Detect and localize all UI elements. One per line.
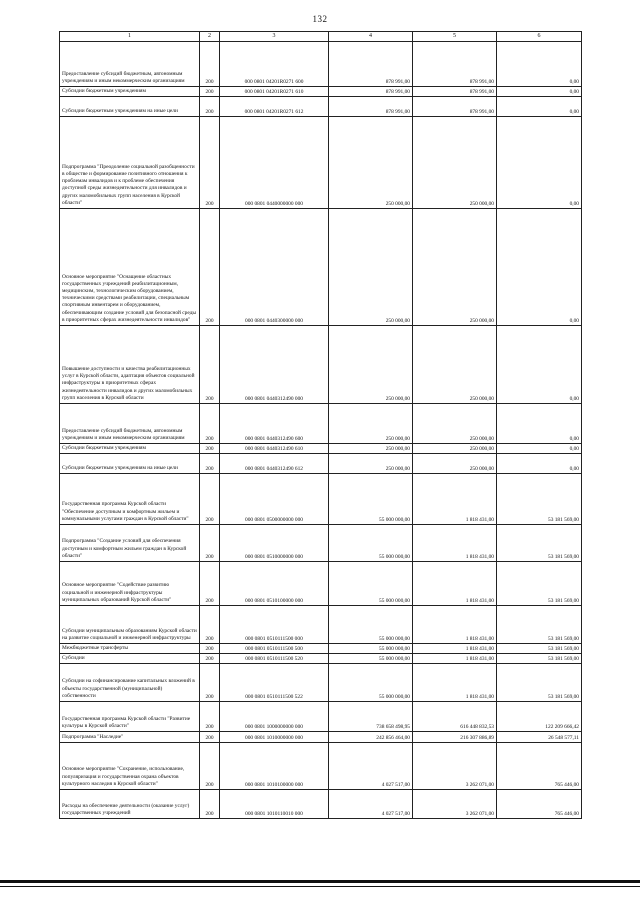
row-name: Основное мероприятие "Содействие развитию социальной и инженерной инфраструктуры муниципальных образований Курской области": [60, 562, 200, 606]
row-value-5: 250 000,00: [413, 444, 497, 454]
row-value-6: 0,00: [497, 326, 582, 404]
row-budget-code: 000 0801 04201R0271 612: [220, 97, 329, 117]
table-row: [60, 790, 582, 819]
row-value-5: 1 818 431,00: [413, 644, 497, 654]
row-value-4: 242 856 464,00: [329, 732, 413, 743]
row-admin-code: 200: [200, 654, 220, 664]
column-header: 5: [413, 32, 497, 42]
row-name: Субсидии муниципальным образованиям Курской области на развитие социальной и инженерной инфраструктуры: [60, 606, 200, 644]
row-value-5: 250 000,00: [413, 209, 497, 326]
table-row: [60, 404, 582, 444]
row-admin-code: 200: [200, 97, 220, 117]
table-row: [60, 562, 582, 606]
row-value-5: 1 818 431,00: [413, 664, 497, 702]
row-budget-code: 000 0801 0440300000 000: [220, 209, 329, 326]
budget-table: [59, 31, 582, 819]
row-value-5: 216 307 886,89: [413, 732, 497, 743]
row-value-4: 55 000 000,00: [329, 664, 413, 702]
row-value-6: 53 181 569,00: [497, 606, 582, 644]
row-budget-code: 000 0801 0440312490 600: [220, 404, 329, 444]
row-admin-code: 200: [200, 606, 220, 644]
row-name: Государственная программа Курской области "Обеспечение доступным и комфортным жильем и коммунальными услугами граждан в Курской области": [60, 474, 200, 525]
row-value-6: 765 446,00: [497, 790, 582, 819]
row-admin-code: 200: [200, 644, 220, 654]
row-value-5: 1 818 431,00: [413, 606, 497, 644]
row-name: Субсидии бюджетным учреждениям: [60, 87, 200, 97]
row-admin-code: 200: [200, 732, 220, 743]
row-name: Субсидии бюджетным учреждениям на иные цели: [60, 454, 200, 474]
row-value-5: 1 818 431,00: [413, 562, 497, 606]
row-value-6: 0,00: [497, 444, 582, 454]
row-budget-code: 000 0801 0500000000 000: [220, 474, 329, 525]
row-name: Расходы на обеспечение деятельности (оказание услуг) государственных учреждений: [60, 790, 200, 819]
row-budget-code: 000 0801 0510111500 000: [220, 606, 329, 644]
row-budget-code: 000 0801 0510000000 000: [220, 525, 329, 562]
table-row: [60, 732, 582, 743]
row-value-5: 1 818 431,00: [413, 654, 497, 664]
row-value-6: 0,00: [497, 97, 582, 117]
row-budget-code: 000 0801 1000000000 000: [220, 702, 329, 732]
row-budget-code: 000 0801 0510111500 500: [220, 644, 329, 654]
row-budget-code: 000 0801 0510111500 522: [220, 664, 329, 702]
row-value-6: 0,00: [497, 454, 582, 474]
row-name: Субсидии бюджетным учреждениям: [60, 444, 200, 454]
row-name: Субсидии на софинансирование капитальных вложений в объекты государственной (муниципальной) собственности: [60, 664, 200, 702]
row-admin-code: 200: [200, 87, 220, 97]
row-value-4: 55 000 000,00: [329, 474, 413, 525]
row-value-5: 878 991,00: [413, 87, 497, 97]
row-admin-code: 200: [200, 454, 220, 474]
row-value-5: 878 991,00: [413, 42, 497, 87]
row-name: Субсидии бюджетным учреждениям на иные цели: [60, 97, 200, 117]
row-value-5: 250 000,00: [413, 404, 497, 444]
row-name: Предоставление субсидий бюджетным, автономным учреждениям и иным некоммерческим организациям: [60, 404, 200, 444]
row-value-4: 250 000,00: [329, 326, 413, 404]
row-value-5: 1 818 431,00: [413, 474, 497, 525]
row-admin-code: 200: [200, 42, 220, 87]
row-value-4: 250 000,00: [329, 117, 413, 209]
row-value-4: 250 000,00: [329, 444, 413, 454]
row-budget-code: 000 0801 0440312490 612: [220, 454, 329, 474]
row-value-6: 53 181 569,00: [497, 664, 582, 702]
row-value-4: 4 027 517,00: [329, 790, 413, 819]
table-row: [60, 654, 582, 664]
row-value-4: 55 000 000,00: [329, 644, 413, 654]
row-value-5: 250 000,00: [413, 326, 497, 404]
table-row: [60, 326, 582, 404]
row-admin-code: 200: [200, 209, 220, 326]
row-admin-code: 200: [200, 562, 220, 606]
row-admin-code: 200: [200, 326, 220, 404]
row-name: Повышение доступности и качества реабилитационных услуг в Курской области, адаптация объектов социальной инфраструктуры в приоритетных сферах жизнедеятельности инвалидов и других маломобильных групп населения в Курской области: [60, 326, 200, 404]
table-row: [60, 209, 582, 326]
row-name: Предоставление субсидий бюджетным, автономным учреждениям и иным некоммерческим организациям: [60, 42, 200, 87]
row-name: Основное мероприятие "Сохранение, использование, популяризация и государственная охрана объектов культурного наследия в Курской области": [60, 743, 200, 790]
table-row: [60, 87, 582, 97]
table-row: [60, 743, 582, 790]
column-header: 2: [200, 32, 220, 42]
table-row: [60, 454, 582, 474]
row-value-6: 53 181 569,00: [497, 562, 582, 606]
row-value-4: 250 000,00: [329, 209, 413, 326]
page-number: 132: [312, 14, 328, 24]
row-budget-code: 000 0801 0440000000 000: [220, 117, 329, 209]
table-row: [60, 42, 582, 87]
row-value-4: 250 000,00: [329, 454, 413, 474]
row-value-6: 0,00: [497, 209, 582, 326]
table-row: [60, 664, 582, 702]
row-budget-code: 000 0801 04201R0271 600: [220, 42, 329, 87]
row-name: Подпрограмма "Наследие": [60, 732, 200, 743]
table-row: [60, 525, 582, 562]
row-value-6: 0,00: [497, 87, 582, 97]
table-row: [60, 97, 582, 117]
row-admin-code: 200: [200, 664, 220, 702]
column-header: 6: [497, 32, 582, 42]
row-value-6: 765 446,00: [497, 743, 582, 790]
row-admin-code: 200: [200, 117, 220, 209]
row-name: Государственная программа Курской области "Развитие культуры в Курской области": [60, 702, 200, 732]
row-budget-code: 000 0801 04201R0271 610: [220, 87, 329, 97]
row-value-6: 0,00: [497, 117, 582, 209]
row-value-4: 878 991,00: [329, 87, 413, 97]
row-value-5: 3 262 071,00: [413, 743, 497, 790]
row-name: Подпрограмма "Преодоление социальной разобщенности в обществе и формирование позитивного отношения к проблемам инвалидов и к проблеме обеспечения доступной среды жизнедеятельности для инвалидов и других маломобильных групп населения в Курской области": [60, 117, 200, 209]
row-budget-code: 000 0801 0440312490 000: [220, 326, 329, 404]
row-value-5: 3 262 071,00: [413, 790, 497, 819]
row-admin-code: 200: [200, 404, 220, 444]
row-admin-code: 200: [200, 743, 220, 790]
row-budget-code: 000 0801 1010000000 000: [220, 732, 329, 743]
row-value-4: 4 027 517,00: [329, 743, 413, 790]
row-value-6: 122 209 666,42: [497, 702, 582, 732]
table-header-row: [60, 32, 582, 42]
table-row: [60, 606, 582, 644]
row-admin-code: 200: [200, 444, 220, 454]
column-header: 3: [220, 32, 329, 42]
row-value-5: 250 000,00: [413, 117, 497, 209]
row-budget-code: 000 0801 0510111500 520: [220, 654, 329, 664]
row-value-6: 53 181 569,00: [497, 474, 582, 525]
row-value-4: 250 000,00: [329, 404, 413, 444]
footer-rule: [0, 886, 640, 887]
row-name: Основное мероприятие "Оснащение областных государственных учреждений реабилитационным, медицинским, технологическим оборудованием, техническими средствами реабилитации, специальным спортивным инвентарем и оборудованием, обеспечивающим создание условий для безопасной среды в приоритетных сферах жизнедеятельности инвалидов": [60, 209, 200, 326]
table-row: [60, 444, 582, 454]
column-header: 4: [329, 32, 413, 42]
row-value-6: 53 181 569,00: [497, 644, 582, 654]
row-value-6: 53 181 569,00: [497, 654, 582, 664]
footer-rule: [0, 880, 640, 883]
row-value-5: 1 818 431,00: [413, 525, 497, 562]
row-value-6: 0,00: [497, 404, 582, 444]
row-admin-code: 200: [200, 474, 220, 525]
column-header: 1: [60, 32, 200, 42]
row-value-6: 0,00: [497, 42, 582, 87]
row-name: Подпрограмма "Создание условий для обеспечения доступным и комфортным жильем граждан в Курской области": [60, 525, 200, 562]
table-row: [60, 644, 582, 654]
table-row: [60, 474, 582, 525]
row-value-5: 616 448 832,53: [413, 702, 497, 732]
row-budget-code: 000 0801 0440312490 610: [220, 444, 329, 454]
row-value-6: 26 548 577,11: [497, 732, 582, 743]
row-name: Межбюджетные трансферты: [60, 644, 200, 654]
row-admin-code: 200: [200, 702, 220, 732]
row-value-6: 53 181 569,00: [497, 525, 582, 562]
row-value-4: 55 000 000,00: [329, 654, 413, 664]
row-admin-code: 200: [200, 790, 220, 819]
row-value-5: 250 000,00: [413, 454, 497, 474]
row-value-4: 55 000 000,00: [329, 606, 413, 644]
row-value-4: 55 000 000,00: [329, 525, 413, 562]
table-row: [60, 117, 582, 209]
row-name: Субсидии: [60, 654, 200, 664]
row-value-4: 878 991,00: [329, 42, 413, 87]
row-budget-code: 000 0801 0510100000 000: [220, 562, 329, 606]
row-admin-code: 200: [200, 525, 220, 562]
row-value-4: 738 658 498,95: [329, 702, 413, 732]
table-row: [60, 702, 582, 732]
row-value-5: 878 991,00: [413, 97, 497, 117]
row-value-4: 878 991,00: [329, 97, 413, 117]
row-value-4: 55 000 000,00: [329, 562, 413, 606]
row-budget-code: 000 0801 1010110010 000: [220, 790, 329, 819]
row-budget-code: 000 0801 1010100000 000: [220, 743, 329, 790]
